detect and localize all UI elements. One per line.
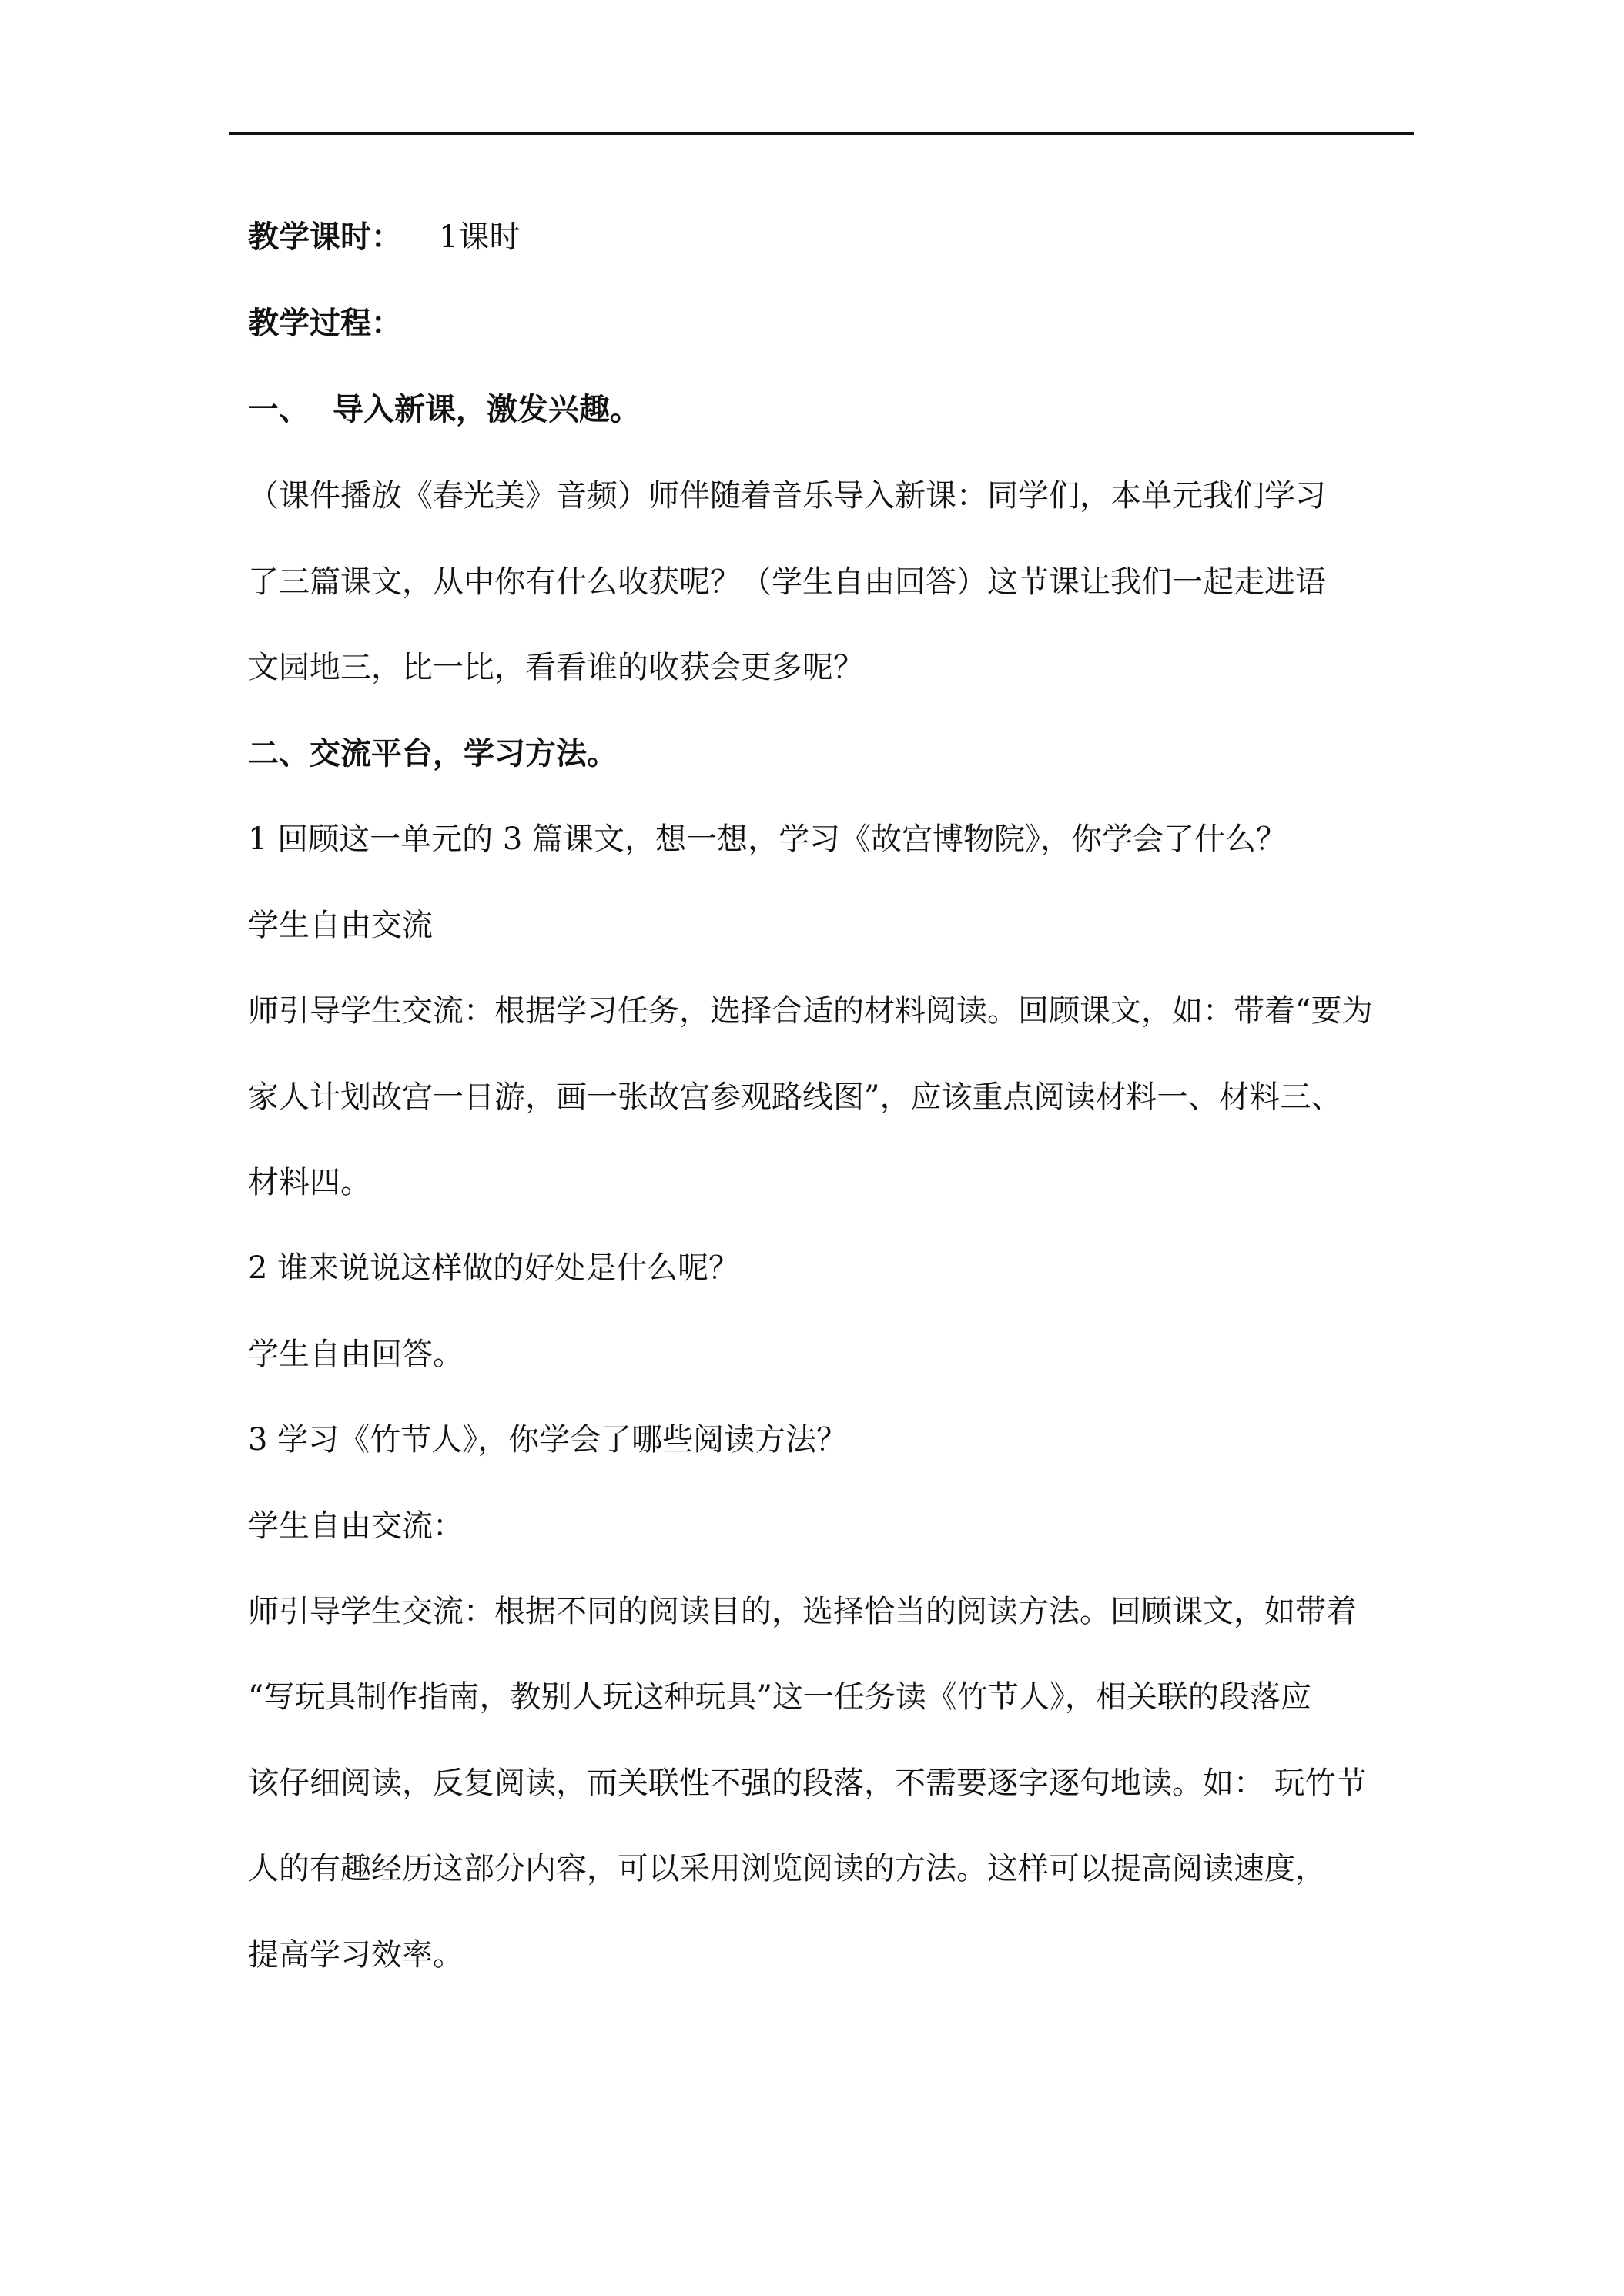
paragraph-line: （课件播放《春光美》音频）师伴随着音乐导入新课：同学们，本单元我们学习 <box>248 478 1326 514</box>
paragraph-line: 提高学习效率。 <box>248 1937 464 1973</box>
class-hours-value: 1课时 <box>439 219 521 255</box>
paragraph-line: 文园地三，比一比，看看谁的收获会更多呢？ <box>248 650 864 685</box>
question-3: 3 学习《竹节人》，你学会了哪些阅读方法？ <box>248 1422 848 1458</box>
paragraph-line: 师引导学生交流：根据学习任务，选择合适的材料阅读。回顾课文，如：带着“要为 <box>248 993 1373 1029</box>
answer-1: 学生自由交流 <box>248 908 433 943</box>
paragraph-line: 家人计划故宫一日游，画一张故宫参观路线图”，应该重点阅读材料一、材料三、 <box>248 1079 1342 1115</box>
section1-title: 导入新课，激发兴趣。 <box>333 392 641 427</box>
class-hours-line <box>248 216 520 259</box>
paragraph-line: “写玩具制作指南，教别人玩这种玩具”这一任务读《竹节人》，相关联的段落应 <box>248 1679 1311 1715</box>
question-1: 1 回顾这一单元的 3 篇课文，想一想，学习《故宫博物院》，你学会了什么？ <box>248 822 1287 857</box>
answer-2: 学生自由回答。 <box>248 1337 464 1372</box>
paragraph-line: 人的有趣经历这部分内容，可以采用浏览阅读的方法。这样可以提高阅读速度， <box>248 1851 1326 1886</box>
paragraph-line: 师引导学生交流：根据不同的阅读目的，选择恰当的阅读方法。回顾课文，如带着 <box>248 1594 1357 1629</box>
paragraph-line: 材料四。 <box>248 1165 371 1200</box>
paragraph-line: 该仔细阅读，反复阅读，而关联性不强的段落，不需要逐字逐句地读。如： 玩竹节 <box>248 1766 1367 1801</box>
section2-heading: 二、交流平台，学习方法。 <box>248 736 618 771</box>
header-rule <box>229 132 1414 135</box>
class-hours-label: 教学课时： <box>248 219 402 255</box>
paragraph-line: 了三篇课文，从中你有什么收获呢？（学生自由回答）这节课让我们一起走进语 <box>248 564 1326 600</box>
section1-number: 一、 <box>248 392 310 427</box>
question-2: 2 谁来说说这样做的好处是什么呢？ <box>248 1250 740 1286</box>
section1-heading <box>248 388 641 431</box>
answer-3: 学生自由交流： <box>248 1508 464 1544</box>
process-label: 教学过程： <box>248 306 402 341</box>
